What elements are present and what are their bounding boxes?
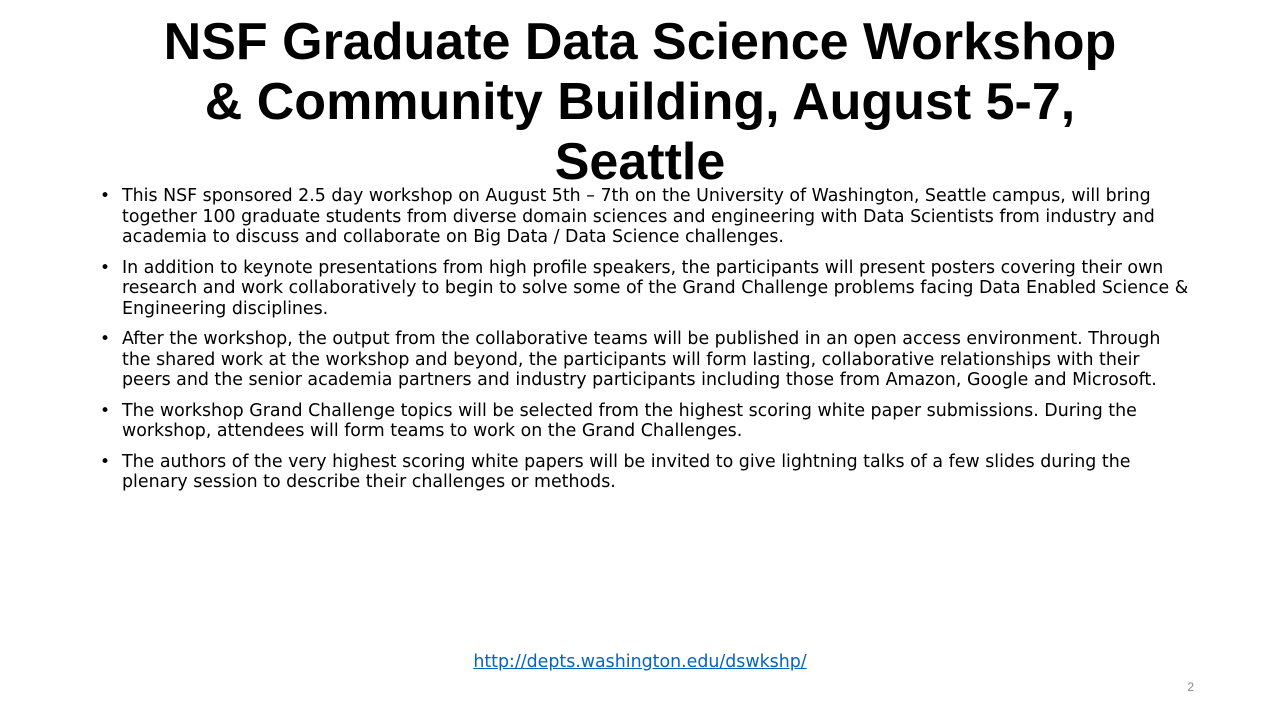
bullet-glyph: •: [100, 400, 111, 421]
title-line-2: & Community Building, August 5-7,: [204, 73, 1076, 131]
bullet-item: [100, 452, 1190, 493]
bullet-text: The workshop Grand Challenge topics will be selected from the highest scoring white paper submissions. During the workshop, attendees will form teams to work on the Grand Challenges.: [122, 400, 1137, 441]
slide-title: [70, 12, 1210, 192]
title-line-3: Seattle: [554, 133, 726, 191]
bullet-item: [100, 258, 1190, 320]
page-number: 2: [1187, 680, 1194, 694]
bullet-text: In addition to keynote presentations from high profile speakers, the participants will present posters covering their own research and work collaboratively to begin to solve some of the Grand Challenge problems facing Data Enabled Science & Engineering disciplines.: [122, 257, 1189, 319]
bullet-item: [100, 401, 1190, 442]
title-line-1: NSF Graduate Data Science Workshop: [163, 13, 1117, 71]
bullet-text: After the workshop, the output from the collaborative teams will be published in an open access environment. Through the shared work at the workshop and beyond, the participants will form lasting, collaborative relationships with their peers and the senior academia partners and industry participants including those from Amazon, Google and Microsoft.: [122, 329, 1161, 390]
bullet-list: [100, 186, 1190, 503]
bullet-glyph: •: [100, 329, 111, 349]
bullet-item: [100, 186, 1190, 248]
workshop-link[interactable]: http://depts.washington.edu/dswkshp/: [473, 652, 807, 672]
bullet-glyph: •: [100, 257, 111, 278]
bullet-glyph: •: [100, 451, 111, 472]
bullet-item: [100, 329, 1190, 391]
bullet-text: The authors of the very highest scoring white papers will be invited to give lightning talks of a few slides during the plenary session to describe their challenges or methods.: [122, 451, 1131, 492]
bullet-glyph: •: [100, 186, 111, 206]
bullet-text: This NSF sponsored 2.5 day workshop on August 5th – 7th on the University of Washington, Seattle campus, will bring together 100 graduate students from diverse domain sciences and engineering with Data Scientists from industry and academia to discuss and collaborate on Big Data / Data Science challenges.: [122, 186, 1155, 247]
